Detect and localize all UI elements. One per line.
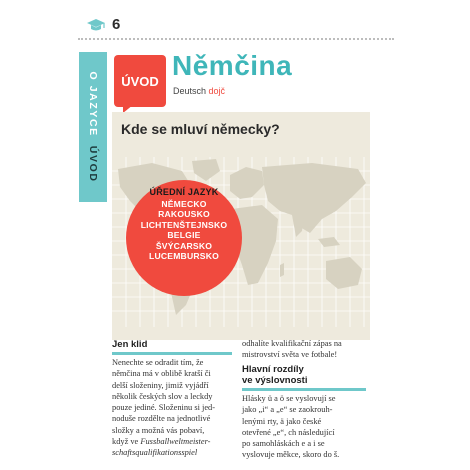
heading-line: ve výslovnosti: [242, 375, 308, 386]
left-heading-rule: [112, 352, 232, 355]
side-tab-label-dark: ÚVOD: [87, 145, 99, 183]
text-line: odhalíte kvalifikační zápas na: [242, 339, 342, 348]
country-item: LICHTENŠTEJNSKO: [140, 219, 228, 230]
text-line: několik českých slov a leckdy: [112, 391, 213, 401]
text-line: Hlásky ü a ö se vyslovují se: [242, 394, 336, 403]
right-column-text: [242, 393, 370, 461]
graduation-cap-icon: [86, 18, 106, 32]
text-line: lenými rty, ä jako české: [242, 416, 322, 426]
page-title: Němčina: [172, 50, 293, 81]
official-language-heading: ÚŘEDNÍ JAZYK: [149, 187, 219, 197]
text-line: vyslovuje měkce, skoro do š.: [242, 450, 340, 460]
official-language-list: [127, 187, 241, 262]
right-heading-rule: [242, 388, 366, 391]
country-item: RAKOUSKO: [158, 209, 210, 219]
header-divider: [78, 38, 394, 40]
side-tab-label-light: O JAZYCE: [87, 71, 99, 137]
text-fragment: když ve: [112, 437, 141, 447]
text-line: [112, 447, 234, 458]
compound-word-part: Fussballweltmeister-: [140, 437, 211, 447]
country-item: ŠVÝCARSKO: [155, 240, 213, 251]
text-line: mistrovství světa ve fotbale!: [242, 350, 338, 360]
country-item: LUCEMBURSKO: [149, 251, 219, 261]
text-line: otevřené „e“, ch následující: [242, 427, 335, 437]
right-column-lead: [242, 338, 370, 361]
subtitle-pronunciation: dojč: [208, 86, 226, 96]
side-tab-label: [87, 71, 99, 182]
page-number: [86, 16, 120, 33]
section-badge: [114, 55, 166, 107]
text-line: [112, 436, 234, 447]
text-line: složky a možná vás pobaví,: [112, 425, 205, 435]
section-badge-label: ÚVOD: [121, 73, 159, 89]
right-column-heading: [242, 364, 307, 386]
text-line: delší složeniny, jimiž vyjádří: [112, 380, 209, 390]
left-column-text: [112, 357, 234, 459]
text-line: pouze jediné. Složeninu si jed-: [112, 403, 216, 413]
compound-word-part: schaftsqualifikationsspiel: [112, 448, 198, 458]
left-column-heading: Jen klid: [112, 339, 148, 350]
text-line: jako „i“ a „e“ se zaokrouh-: [242, 405, 333, 415]
page-subtitle: [173, 86, 225, 96]
map-panel-title: Kde se mluví německy?: [121, 121, 280, 137]
page-number-text: 6: [112, 16, 121, 33]
country-item: NĚMECKO: [161, 198, 207, 209]
country-item: BELGIE: [167, 230, 201, 240]
heading-line: Hlavní rozdíly: [242, 364, 304, 375]
text-line: noduše rozdělte na jednotlivé: [112, 414, 211, 424]
text-line: němčina má v oblibě kratší či: [112, 369, 211, 379]
text-line: Nenechte se odradit tím, že: [112, 358, 204, 367]
text-line: po samohláskách e a i se: [242, 439, 325, 449]
subtitle-text: Deutsch: [173, 86, 209, 96]
